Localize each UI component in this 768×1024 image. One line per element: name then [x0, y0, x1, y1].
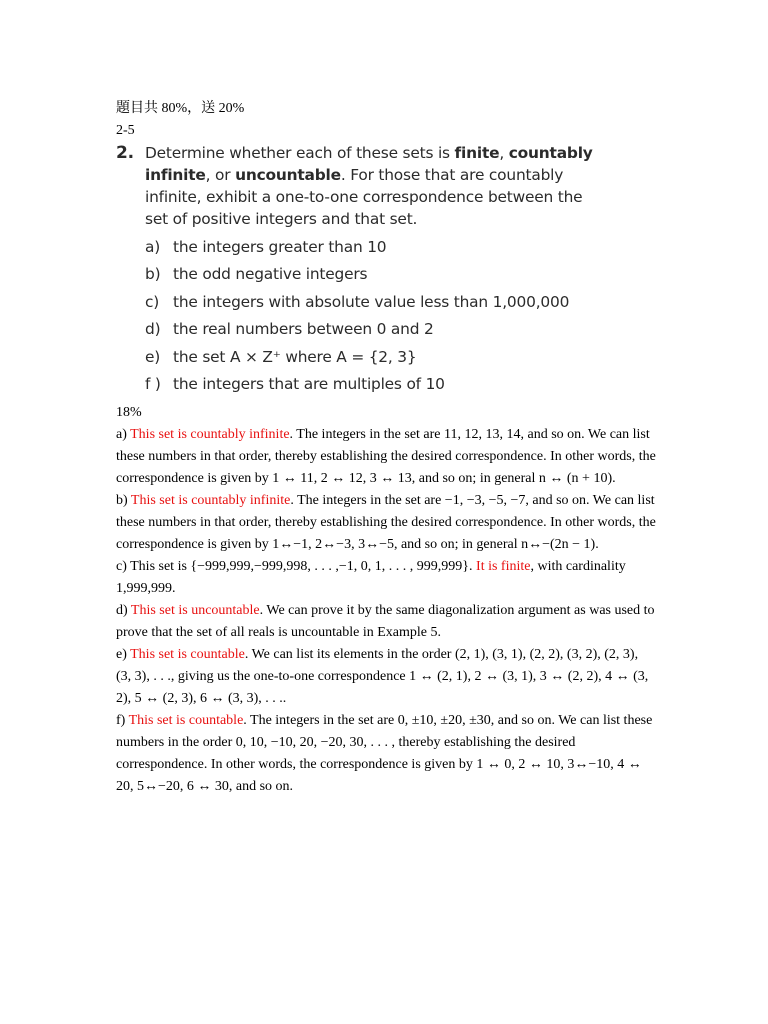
answer-f [116, 710, 656, 798]
answer-explanation: . The integers in the set are 11, 12, 13, 14, and so on. We can list these numbers in that order, thereby establishing the desired correspondence. In other words, the correspondence is given by 1 ↔ 11, 2 ↔ 12, 3 ↔ 13, and so on; in general n ↔ (n + 10). [116, 427, 656, 486]
answer-explanation: c) This set is {−999,999,−999,998, . . . ,−1, 0, 1, . . . , 999,999}. [116, 559, 477, 574]
header [116, 98, 244, 142]
answers [116, 402, 656, 798]
answer-verdict: This set is uncountable [130, 603, 260, 618]
answer-explanation: , with cardinality 1,999,999. [116, 559, 626, 596]
answer-verdict: It is finite [476, 559, 531, 574]
answer-label: e) [116, 647, 131, 662]
answer-c [116, 556, 656, 600]
option-text: the real numbers between 0 and 2 [173, 320, 434, 338]
score: 18% [116, 405, 142, 420]
option-label: c) [145, 292, 160, 311]
answer-label: d) [116, 603, 131, 618]
option-b [116, 263, 606, 285]
answer-label: a) [116, 427, 131, 442]
stem-term-uncountable: uncountable [235, 166, 341, 184]
option-e [116, 346, 606, 368]
answer-explanation: . The integers in the set are 0, ±10, ±20, ±30, and so on. We can list these numbers in the order 0, 10, −10, 20, −20, 30, . . . , thereby establishing the desired correspondence. In other words, the correspondence is given by 1 ↔ 0, 2 ↔ 10, 3↔−10, 4 ↔ 20, 5↔−20, 6 ↔ 30, and so on. [116, 713, 653, 794]
stem-part: Determine whether each of these sets is [145, 144, 455, 162]
answer-verdict: This set is countably infinite [130, 427, 290, 442]
answer-explanation: . The integers in the set are −1, −3, −5, −7, and so on. We can list these numbers in that order, thereby establishing the desired correspondence. In other words, the correspondence is given by 1↔−1, 2↔−3, 3↔−5, and so on; in general n↔−(2n − 1). [116, 493, 656, 552]
option-text: the integers greater than 10 [173, 237, 387, 256]
answer-e [116, 644, 656, 710]
answer-a [116, 424, 656, 490]
stem-term-finite: finite [454, 144, 500, 162]
option-label: f ) [145, 375, 161, 393]
answer-explanation: . We can prove it by the same diagonalization argument as was used to prove that the set of all reals is uncountable in Example 5. [116, 603, 655, 640]
answer-verdict: This set is countable [130, 647, 245, 662]
stem-part: , [499, 144, 509, 162]
answer-b [116, 490, 656, 556]
stem-term-countably-infinite: countably infinite [145, 144, 593, 184]
answer-d [116, 600, 656, 644]
problem-number: 2. [116, 143, 134, 163]
answer-label: b) [116, 493, 131, 508]
answer-verdict: This set is countably infinite [130, 493, 291, 508]
answer-explanation: . We can list its elements in the order (2, 1), (3, 1), (2, 2), (3, 2), (2, 3), (3, 3), . . ., giving us the one-to-one correspondence 1 ↔ (2, 1), 2 ↔ (3, 1), 3 ↔ (2, 2), 4 ↔ (3, 2), 5 ↔ (2, 3), 6 ↔ (3, 3), . . .. [116, 647, 649, 706]
option-a [116, 236, 606, 258]
problem-image [116, 142, 606, 395]
option-c [116, 291, 606, 313]
option-f [116, 373, 606, 395]
option-text: the set A × Z⁺ where A = {2, 3} [173, 347, 417, 366]
option-text: the integers with absolute value less than 1,000,000 [173, 292, 570, 311]
option-label: b) [145, 265, 161, 283]
header-note: 題目共 80%，送 20% [116, 101, 245, 116]
option-label: e) [145, 347, 161, 366]
option-label: a) [145, 237, 161, 256]
option-text: the integers that are multiples of 10 [173, 375, 445, 393]
option-text: the odd negative integers [173, 265, 368, 283]
problem-stem-text [145, 142, 606, 230]
stem-part: . For those that are countably infinite, exhibit a one-to-one correspondence between the set of positive integers and that set. [145, 166, 583, 228]
header-range: 2-5 [116, 123, 135, 138]
option-label: d) [145, 320, 161, 338]
stem-part: , or [205, 166, 236, 184]
answer-label: f) [116, 713, 129, 728]
option-d [116, 318, 606, 340]
answer-verdict: This set is countable [128, 713, 244, 728]
problem-stem [116, 142, 606, 230]
